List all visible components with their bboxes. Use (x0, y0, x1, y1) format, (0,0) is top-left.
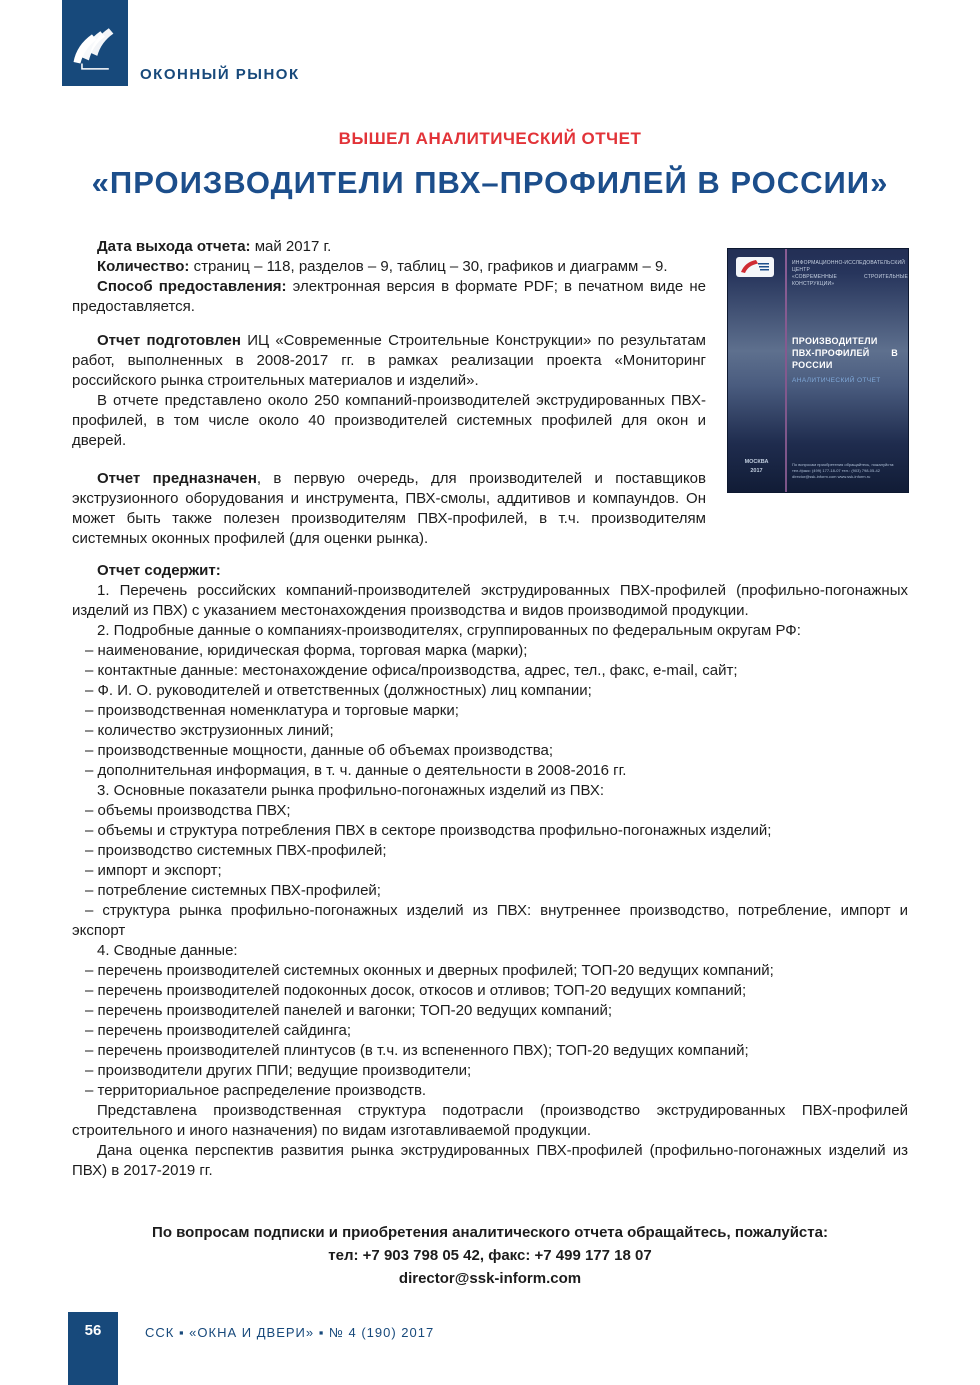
contents-item: 2. Подробные данные о компаниях-производителях, сгруппированных по федеральным округам РФ: (97, 622, 801, 639)
contact-line: По вопросам подписки и приобретения аналитического отчета обращайтесь, пожалуйста: (152, 1224, 828, 1241)
contents-item: 4. Сводные данные: (97, 942, 238, 959)
kicker-heading: ВЫШЕЛ АНАЛИТИЧЕСКИЙ ОТЧЕТ (338, 129, 642, 148)
paragraph-text: , в первую очередь, для производителей и поставщиков экструзионного оборудования и инструмента, ПВХ-смолы, аддитивов и компаундов. Он может быть также полезен производителям ПВХ-профилей, в т.ч. производителям системных оконных профилей (для оценки рынка). (72, 470, 706, 547)
cover-city: МОСКВА (744, 459, 769, 465)
contents-item: – количество экструзионных линий; (85, 722, 334, 739)
cover-publisher-line: «СОВРЕМЕННЫЕ СТРОИТЕЛЬНЫЕ КОНСТРУКЦИИ» (792, 274, 908, 287)
cover-contacts (792, 462, 894, 480)
contents-item: – перечень производителей системных оконных и дверных профилей; ТОП-20 ведущих компаний; (85, 962, 774, 979)
cover-publisher-line: ИНФОРМАЦИОННО-ИССЛЕДОВАТЕЛЬСКИЙ ЦЕНТР (792, 260, 906, 273)
contents-heading: Отчет содержит: (97, 562, 221, 579)
fact-value: май 2017 г. (250, 238, 332, 255)
report-cover (728, 249, 908, 492)
contents-item: – структура рынка профильно-погонажных изделий из ПВХ: внутреннее производство, потребление, импорт и экспорт (72, 902, 908, 939)
contents-item: – наименование, юридическая форма, торговая марка (марки); (85, 642, 528, 659)
paragraph-lead: Отчет подготовлен (97, 332, 241, 349)
contact-email: director@ssk-inform.com (398, 1270, 582, 1287)
cover-contact-line: director@ssk-inform.com www.ssk-inform.ru (792, 474, 871, 479)
paragraph-lead: Отчет предназначен (97, 470, 257, 487)
contents-item: – потребление системных ПВХ-профилей; (85, 882, 381, 899)
fact-value: страниц – 118, разделов – 9, таблиц – 30, графиков и диаграмм – 9. (189, 258, 668, 275)
contact-block (72, 1221, 908, 1290)
cover-city-year (728, 458, 785, 476)
cover-accent-line (785, 249, 787, 492)
contents-item: – дополнительная информация, в т. ч. данные о деятельности в 2008-2016 гг. (85, 762, 627, 779)
contents-item: – перечень производителей подоконных досок, откосов и отливов; ТОП-20 ведущих компаний; (85, 982, 747, 999)
paragraph: Дана оценка перспектив развития рынка экструдированных ПВХ-профилей (профильно-погонажных изделий из ПВХ) в 2017-2019 гг. (72, 1142, 908, 1179)
contents-item: – перечень производителей панелей и вагонки; ТОП-20 ведущих компаний; (85, 1002, 613, 1019)
fact-label: Дата выхода отчета: (97, 238, 251, 255)
contents-item: – объемы и структура потребления ПВХ в секторе производства профильно-погонажных изделий; (85, 822, 772, 839)
fact-value: электронная версия в формате PDF; в печатном виде не предоставляется. (72, 278, 707, 315)
contents-item: 3. Основные показатели рынка профильно-погонажных изделий из ПВХ: (97, 782, 605, 799)
contents-item: – производственная номенклатура и торговые марки; (85, 702, 459, 719)
contents-item: – перечень производителей сайдинга; (85, 1022, 352, 1039)
masthead-title: ОКОННЫЙ РЫНОК (140, 66, 300, 83)
contents-item: 1. Перечень российских компаний-производителей экструдированных ПВХ-профилей (профильно-погонажных изделий из ПВХ) с указанием местонахождения производства и видов производимой продукции. (72, 582, 908, 619)
ssk-logo-icon (72, 26, 118, 78)
contents-item: – производственные мощности, данные об объемах производства; (85, 742, 554, 759)
cover-year: 2017 (750, 468, 763, 474)
fact-label: Количество: (97, 258, 190, 275)
contents-item: – перечень производителей плинтусов (в т.ч. из вспененного ПВХ); ТОП-20 ведущих компаний; (85, 1042, 749, 1059)
contents-item: – Ф. И. О. руководителей и ответственных (должностных) лиц компании; (85, 682, 592, 699)
paragraph-text: ИЦ «Современные Строительные Конструкции» по результатам работ, выполненных в 2008-2017 гг. в рамках реализации проекта «Мониторинг российского рынка строительных материалов и изделий». (72, 332, 706, 389)
cover-subtitle: АНАЛИТИЧЕСКИЙ ОТЧЕТ (792, 377, 881, 384)
contents-item: – производители других ППИ; ведущие производители; (85, 1062, 472, 1079)
cover-contact-line: тел./факс: (499) 177-18-07 тел.: (903) 798-05-42 (792, 468, 880, 473)
article-body (72, 237, 908, 1290)
ssk-logo (62, 0, 128, 86)
footer-issue-line: ССК ▪ «ОКНА И ДВЕРИ» ▪ № 4 (190) 2017 (145, 1325, 435, 1340)
contact-line: тел: +7 903 798 05 42, факс: +7 499 177 18 07 (328, 1247, 652, 1264)
contents-item: – территориальное распределение производств. (85, 1082, 427, 1099)
contents-item: – контактные данные: местонахождение офиса/производства, адрес, тел., факс, e-mail, сайт; (85, 662, 738, 679)
paragraph: Представлена производственная структура подотрасли (производство экструдированных ПВХ-профилей строительного и иного назначения) по видам изготавливаемой продукции. (72, 1102, 908, 1139)
fact-label: Способ предоставления: (97, 278, 287, 295)
contents-item: – производство системных ПВХ-профилей; (85, 842, 387, 859)
contents-item: – объемы производства ПВХ; (85, 802, 291, 819)
paragraph-text: В отчете представлено около 250 компаний-производителей экструдированных ПВХ-профилей, в том числе около 40 производителей системных профилей для окон и дверей. (72, 392, 706, 449)
page-number-box (68, 1312, 118, 1385)
page-title: «ПРОИЗВОДИТЕЛИ ПВХ–ПРОФИЛЕЙ В РОССИИ» (91, 165, 889, 200)
cover-contact-line: По вопросам приобретения обращайтесь, пожалуйста: (792, 462, 895, 467)
contents-item: – импорт и экспорт; (85, 862, 222, 879)
cover-title: ПРОИЗВОДИТЕЛИ ПВХ-ПРОФИЛЕЙ В РОССИИ (792, 336, 898, 370)
page-number: 56 (84, 1322, 102, 1339)
publisher-logo-icon (736, 257, 774, 277)
cover-publisher (792, 260, 908, 288)
